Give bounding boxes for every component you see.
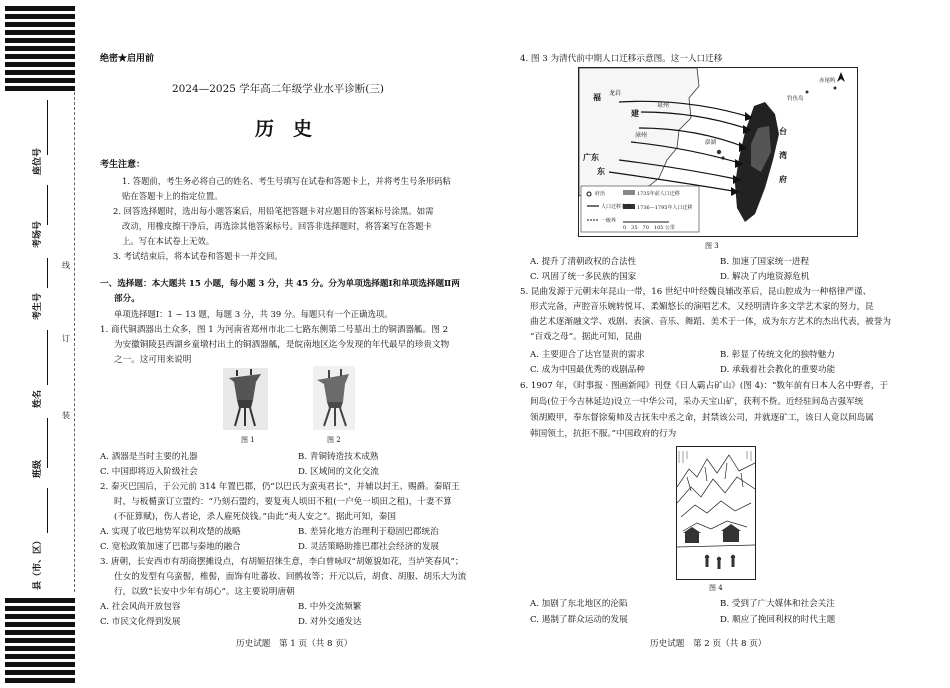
- q3-stem: 行，以致“长安中少年有胡心”。这主要说明唐朝: [114, 587, 295, 597]
- q6-stem: 韩国领土，抗拒不服。”中国政府的行为: [530, 429, 677, 439]
- notice-line: 2. 回答选择题时，选出每小题答案后，用铅笔把答题卡对应题目的答案标号涂黑。如需: [113, 206, 434, 216]
- figure-4-caption: 图 4: [709, 584, 723, 592]
- map-label-zhangzhou: 漳州: [635, 132, 648, 139]
- q1-option-a: A. 酒器是当时主要的礼器: [100, 452, 198, 462]
- q5-stem: 曲艺术逐渐融文学、戏剧、表演、音乐、舞蹈、美术于一体，成为东方艺术的杰出代表，被誉为: [530, 317, 891, 327]
- secret-mark: 绝密★启用前: [100, 54, 155, 64]
- figure-3-caption: 图 3: [705, 242, 719, 250]
- name-line: [47, 330, 48, 385]
- q4-option-b: B. 加速了国家统一进程: [720, 257, 810, 267]
- mark-staple: 装: [62, 411, 70, 420]
- q4-option-a: A. 提升了清朝政权的合法性: [530, 257, 637, 267]
- map-label-fu: 福: [593, 92, 601, 102]
- notice-heading: 考生注意：: [100, 160, 146, 170]
- q5-stem: 形式完备，声腔音乐婉转悦耳、柔媚悠长的演唱艺术，又经明清许多文学艺术家的努力，昆: [530, 302, 874, 312]
- q6-stem: 间岛(位于今吉林延边)设立一中华公司，采办天宝山矿，获利不赀。近经驻间岛吉强军统: [530, 397, 864, 407]
- q2-stem: (不征算赋)，伤人者论，杀人雇死倓钱。”由此“夷人安之”。据此可知，秦国: [114, 512, 396, 522]
- q2-option-c: C. 宽松政策加速了巴郡与秦地的融合: [100, 542, 241, 552]
- legend-prefecture: 府治: [595, 191, 606, 197]
- q3-option-d: D. 对外交通发达: [298, 617, 362, 627]
- binding-strip: [0, 0, 78, 688]
- figure-1-image: [223, 368, 268, 430]
- room-label: 考场号: [33, 220, 43, 248]
- map-label-prefecture: 府: [779, 174, 787, 184]
- county-line: [47, 488, 48, 533]
- q4-option-c: C. 巩固了统一多民族的国家: [530, 272, 637, 282]
- notice-line: 1. 答题前，考生务必将自己的姓名、考生号填写在试卷和答题卡上，并将考生号条形码粘: [122, 176, 451, 186]
- map-label-diaoyu: 钓鱼岛: [787, 96, 804, 102]
- q1-option-c: C. 中国即将迈入阶级社会: [100, 467, 198, 477]
- legend-1736-1795: 1736—1795年人口迁移: [637, 205, 693, 211]
- q1-stem: 之一。这可用来说明: [114, 355, 192, 365]
- legend-direction: 人口迁移方向: [601, 204, 632, 210]
- section-heading-cont: 部分。: [114, 294, 140, 304]
- class-line: [47, 418, 48, 468]
- q2-stem: 2. 秦灭巴国后，于公元前 314 年置巴郡，仍“以巴氏为蛮夷君长”，并辅以封王、赐爵。秦昭王: [100, 482, 460, 492]
- section-heading: 一、选择题：本大题共 15 小题，每小题 3 分，共 45 分。分为单项选择题Ⅰ和单项选择题Ⅱ两: [100, 279, 460, 289]
- q6-option-c: C. 遏制了群众运动的发展: [530, 615, 628, 625]
- map-label-quanzhou: 泉州: [657, 102, 670, 109]
- map-label-longyan: 龙岩: [609, 90, 622, 97]
- mark-line: 线: [62, 261, 70, 270]
- page-footer-left: 历史试题 第 1 页（共 8 页）: [236, 639, 353, 649]
- q5-stem: 5. 昆曲发源于元朝末年昆山一带，16 世纪中叶经魏良辅改革后，昆山腔成为一种格律严谨、: [520, 287, 872, 297]
- q6-stem: 领胡殿甲，奉东督徐菊帅及吉抚朱中丞之命，封禁该公司，并就逐矿工，该日人竟以间岛属: [530, 413, 874, 423]
- legend-pre-1735: 1735年前人口迁移: [637, 191, 680, 197]
- map-label-guangdong: 广东: [583, 152, 599, 162]
- notice-line: 改动，用橡皮擦干净后，再选涂其他答案标号。回答非选择题时，将答案写在答题卡: [122, 221, 432, 231]
- q3-option-a: A. 社会风尚开放包容: [100, 602, 181, 612]
- section-subheading: 单项选择题Ⅰ：1 ~ 13 题，每题 3 分，共 39 分。每题只有一个正确选项。: [114, 309, 393, 319]
- legend-scale: 0 35 70 105 公里: [623, 225, 676, 231]
- q4-stem: 4. 图 3 为清代前中期人口迁移示意图。这一人口迁移: [520, 54, 723, 64]
- subject-title: 历 史: [255, 118, 313, 140]
- seat-label: 座位号: [33, 147, 43, 175]
- q5-option-a: A. 主要迎合了达官显贵的需求: [530, 350, 645, 360]
- q3-option-b: B. 中外交流频繁: [298, 602, 362, 612]
- q5-option-b: B. 彰显了传统文化的独特魅力: [720, 350, 835, 360]
- q6-option-a: A. 加剧了东北地区的沦陷: [530, 599, 628, 609]
- name-label: 姓名: [33, 389, 43, 408]
- map-label-chiwei: 赤尾屿: [819, 78, 836, 84]
- seat-line: [47, 100, 48, 155]
- q6-option-b: B. 受到了广大媒体和社会关注: [720, 599, 835, 609]
- exam-title: 2024—2025 学年高二年级学业水平诊断(三): [172, 83, 384, 95]
- q2-option-b: B. 差异化地方治理利于稳固巴郡统治: [298, 527, 439, 537]
- q5-option-c: C. 成为中国最优秀的戏剧品种: [530, 365, 645, 375]
- figure-2-image: [313, 366, 355, 430]
- q3-stem: 仕女的发型有乌蛮髻，椎髻，面饰有吐蕃妆、回鹘妆等；开元以后，胡食、胡服、胡乐大为流: [114, 572, 467, 582]
- figure-4-illustration: [676, 446, 756, 580]
- q1-stem: 为安徽铜陵县西湖乡童墩村出土的铜酒器觚，是皖南地区迄今发现的年代最早的珍贵文物: [114, 340, 450, 350]
- q3-stem: 3. 唐朝，长安西市有胡商摆摊设点，有胡姬招徕生意，李白曾咏叹“胡姬貌如花，当垆笑春风”；: [100, 557, 464, 567]
- q2-stem: 时，与板楯蛮订立盟约：“乃刻石盟约，要复夷人顷田不租(一户免一顷田之租)，十妻不算: [114, 497, 452, 507]
- cut-line: [74, 92, 75, 592]
- q6-option-d: D. 顺应了挽回利权的时代主题: [720, 615, 836, 625]
- map-label-dong: 东: [597, 166, 605, 176]
- q6-stem: 6. 1907 年，《时事报 · 图画新闻》刊登《日人霸占矿山》(图 4)：“数年前有日本人名中野者，于: [520, 381, 889, 391]
- q5-stem: “百戏之母”。据此可知，昆曲: [530, 332, 642, 342]
- q4-option-d: D. 解决了内地资源危机: [720, 272, 810, 282]
- q5-option-d: D. 承载着社会教化的重要功能: [720, 365, 836, 375]
- q3-option-c: C. 市民文化得到发展: [100, 617, 181, 627]
- map-label-tai: 台: [779, 126, 787, 136]
- q1-option-b: B. 青铜铸造技术成熟: [298, 452, 379, 462]
- map-label-wan: 湾: [779, 150, 787, 160]
- map-label-penghu: 澎湖: [705, 140, 717, 146]
- page-footer-right: 历史试题 第 2 页（共 8 页）: [650, 639, 767, 649]
- exam-id-label: 考生号: [33, 292, 43, 320]
- exam-id-line: [47, 258, 48, 288]
- class-label: 班级: [33, 459, 43, 478]
- room-line: [47, 185, 48, 225]
- mark-bind: 订: [62, 334, 70, 343]
- legend-border: 一级界: [601, 218, 617, 224]
- notice-line: 3. 考试结束后，将本试卷和答题卡一并交回。: [113, 251, 283, 261]
- figure-1-caption: 图 1: [241, 436, 255, 444]
- notice-line: 贴在答题卡上的指定位置。: [122, 191, 223, 201]
- figure-3-map: [578, 67, 858, 237]
- q1-option-d: D. 区域间的文化交流: [298, 467, 379, 477]
- q1-stem: 1. 商代铜酒器出土众多，图 1 为河南省郑州市北二七路东侧第二号墓出土的铜酒器觚。图 2: [100, 325, 449, 335]
- q2-option-d: D. 灵活策略助推巴郡社会经济的发展: [298, 542, 439, 552]
- figure-2-caption: 图 2: [327, 436, 341, 444]
- notice-line: 上。写在本试卷上无效。: [122, 236, 215, 246]
- county-label: 县（市、区）: [33, 535, 43, 590]
- q2-option-a: A. 实现了收巴地势军以利攻楚的战略: [100, 527, 241, 537]
- map-label-jian: 建: [631, 108, 639, 118]
